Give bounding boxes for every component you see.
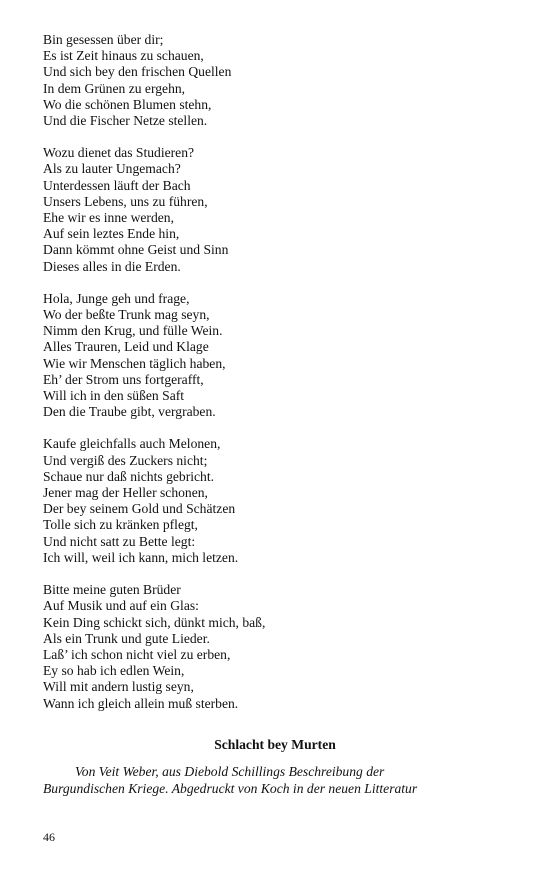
- stanza: [43, 582, 503, 712]
- poem-line: Unsers Lebens, uns zu führen,: [43, 193, 208, 209]
- stanza: [43, 436, 503, 566]
- poem-line: Es ist Zeit hinaus zu schauen,: [43, 48, 204, 64]
- poem-line: Dieses alles in die Erden.: [43, 258, 181, 274]
- page-number: 46: [43, 830, 55, 844]
- poem-line: Eh’ der Strom uns fortgerafft,: [43, 371, 204, 387]
- poem-line: Alles Trauren, Leid und Klage: [43, 339, 209, 355]
- poem-line: Will mit andern lustig seyn,: [43, 679, 194, 695]
- poem-line: Der bey seinem Gold und Schätzen: [43, 501, 236, 517]
- poem-line: Jener mag der Heller schonen,: [43, 485, 208, 501]
- poem-line: Schaue nur daß nichts gebricht.: [43, 468, 215, 484]
- poem-line: Ey so hab ich edlen Wein,: [43, 663, 185, 679]
- poem-line: Wo die schönen Blumen stehn,: [43, 96, 212, 112]
- poem-line: Auf Musik und auf ein Glas:: [43, 598, 199, 614]
- poem-line: Und nicht satt zu Bette legt:: [43, 533, 196, 549]
- poem: [43, 32, 503, 728]
- poem-line: Ehe wir es inne werden,: [43, 210, 174, 226]
- poem-line: Bitte meine guten Brüder: [43, 582, 181, 598]
- poem-line: Kein Ding schickt sich, dünkt mich, baß,: [43, 614, 266, 630]
- poem-line: Dann kömmt ohne Geist und Sinn: [43, 242, 229, 258]
- stanza: [43, 145, 503, 275]
- poem-line: Tolle sich zu kränken pflegt,: [43, 517, 198, 533]
- poem-line: Wann ich gleich allein muß sterben.: [43, 695, 239, 711]
- poem-line: Den die Traube gibt, vergraben.: [43, 404, 216, 420]
- poem-line: Ich will, weil ich kann, mich letzen.: [43, 549, 239, 565]
- poem-line: Als zu lauter Ungemach?: [43, 161, 181, 177]
- poem-line: Wie wir Menschen täglich haben,: [43, 355, 226, 371]
- poem-line: Und sich bey den frischen Quellen: [43, 64, 232, 80]
- poem-line: Und vergiß des Zuckers nicht;: [43, 452, 208, 468]
- poem-line: Nimm den Krug, und fülle Wein.: [43, 323, 223, 339]
- poem-line: Bin gesessen über dir;: [43, 32, 164, 47]
- poem-line: Laß’ ich schon nicht viel zu erben,: [43, 646, 231, 662]
- subtitle-line: Von Veit Weber, aus Diebold Schillings Beschreibung der: [75, 764, 385, 779]
- poem-line: Will ich in den süßen Saft: [43, 388, 185, 404]
- poem-line: In dem Grünen zu ergehn,: [43, 80, 186, 96]
- poem-line: Wo der beßte Trunk mag seyn,: [43, 307, 210, 323]
- poem-line: Als ein Trunk und gute Lieder.: [43, 630, 210, 646]
- stanza: [43, 32, 503, 129]
- subtitle-line: Burgundischen Kriege. Abgedruckt von Koch in der neuen Litteratur: [43, 781, 418, 796]
- section-subtitle: [43, 763, 508, 797]
- section-title: Schlacht bey Murten: [214, 737, 336, 752]
- stanza: [43, 291, 503, 421]
- poem-line: Kaufe gleichfalls auch Melonen,: [43, 436, 221, 452]
- poem-line: Wozu dienet das Studieren?: [43, 145, 195, 161]
- poem-line: Und die Fischer Netze stellen.: [43, 113, 208, 129]
- poem-line: Hola, Junge geh und frage,: [43, 290, 190, 306]
- poem-line: Unterdessen läuft der Bach: [43, 177, 191, 193]
- poem-line: Auf sein leztes Ende hin,: [43, 226, 180, 242]
